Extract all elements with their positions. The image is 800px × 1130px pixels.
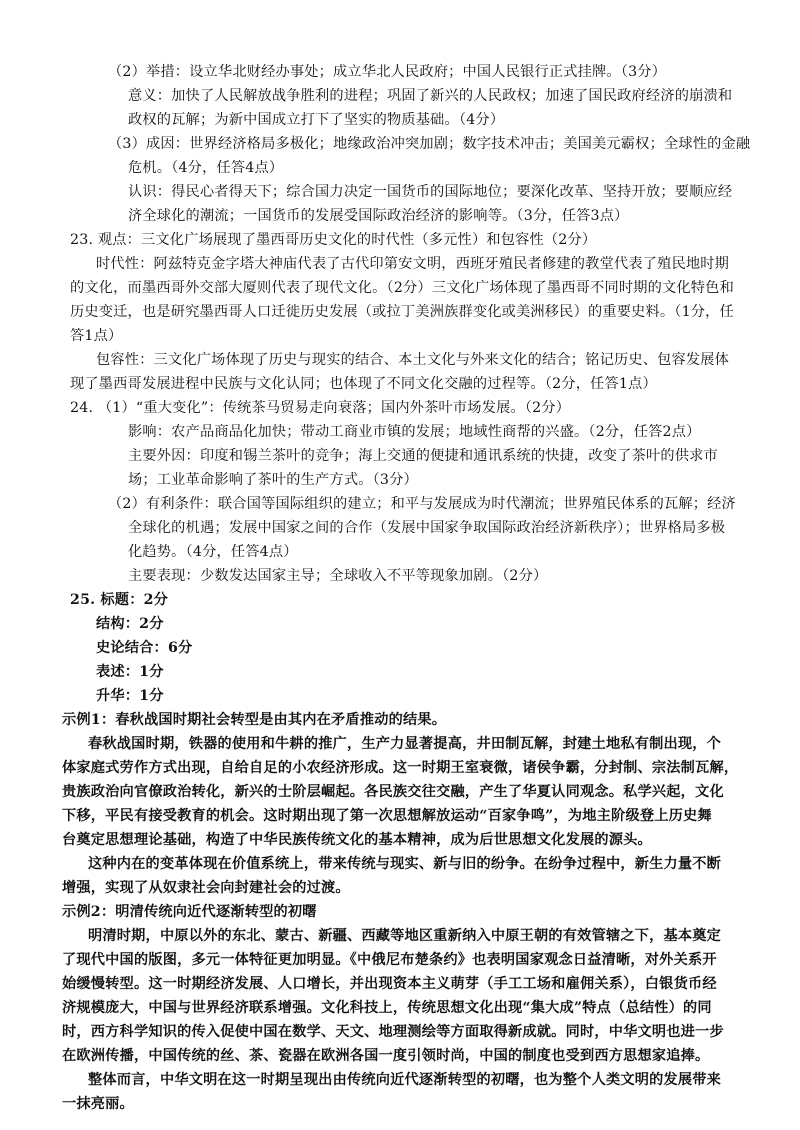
text-line: 包容性：三文化广场体现了历史与现实的结合、本土文化与外来文化的结合；铭记历史、包容发展体 bbox=[96, 352, 730, 368]
text-line: 现了墨西哥发展进程中民族与文化认同；也体现了不同文化交融的过程等。（2分，任答1点） bbox=[70, 376, 657, 392]
text-line: 春秋战国时期，铁器的使用和牛耕的推广，生产力显著提高，井田制瓦解，封建土地私有制出现，个 bbox=[88, 736, 722, 752]
text-line: 场；工业革命影响了茶叶的生产方式。（3分） bbox=[128, 472, 418, 488]
text-line: 主要表现：少数发达国家主导；全球收入不平等现象加剧。（2分） bbox=[128, 568, 548, 584]
question-heading: 24. （1）“重大变化”：传统茶马贸易走向衰落；国内外茶叶市场发展。（2分） bbox=[70, 400, 571, 416]
text-line: （2）举措：设立华北财经办事处；成立华北人民政府；中国人民银行正式挂牌。（3分） bbox=[108, 64, 667, 80]
scoring-item: 结构：2分 bbox=[96, 616, 164, 632]
text-line: 影响：农产品商品化加快；带动工商业市镇的发展；地域性商帮的兴盛。（2分，任答2点） bbox=[128, 424, 701, 440]
example-heading: 示例1：春秋战国时期社会转型是由其内在矛盾推动的结果。 bbox=[62, 712, 447, 728]
text-line: 时代性：阿兹特克金字塔大神庙代表了古代印第安文明，西班牙殖民者修建的教堂代表了殖民地时期 bbox=[96, 256, 730, 272]
text-line: 台奠定思想理论基础，构造了中华民族传统文化的基本精神，成为后世思想文化发展的源头。 bbox=[62, 832, 652, 848]
question-heading: 25. 标题：2分 bbox=[70, 592, 169, 608]
text-line: 济全球化的潮流；一国货币的发展受国际政治经济的影响等。（3分，任答3点） bbox=[128, 208, 629, 224]
text-line: 济规模庞大，中国与世界经济联系增强。文化科技上，传统思想文化出现“集大成”特点（总结性）的同 bbox=[62, 1000, 712, 1016]
text-line: 贵族政治向官僚政治转化，新兴的士阶层崛起。各民族交往交融，产生了华夏认同观念。私学兴起，文化 bbox=[62, 784, 724, 800]
text-line: 全球化的机遇；发展中国家之间的合作（发展中国家争取国际政治经济新秩序）；世界格局多极 bbox=[128, 520, 726, 536]
text-line: 的文化，而墨西哥外交部大厦则代表了现代文化。（2分）三文化广场体现了墨西哥不同时期的文化特色和 bbox=[70, 280, 734, 296]
text-line: 了现代中国的版图，多元一体特征更加明显。《中俄尼布楚条约》也表明国家观念日益清晰，对外关系开 bbox=[62, 952, 717, 968]
text-line: 主要外因：印度和锡兰茶叶的竞争；海上交通的便捷和通讯系统的快捷，改变了茶叶的供求市 bbox=[128, 448, 718, 464]
text-line: 这种内在的变革体现在价值系统上，带来传统与现实、新与旧的纷争。在纷争过程中，新生力量不断 bbox=[88, 856, 722, 872]
text-line: 危机。（4分，任答4点） bbox=[128, 160, 284, 176]
text-line: 答1点） bbox=[70, 328, 123, 344]
question-heading: 23. 观点：三文化广场展现了墨西哥历史文化的时代性（多元性）和包容性（2分） bbox=[70, 232, 597, 248]
text-line: 下移，平民有接受教育的机会。这时期出现了第一次思想解放运动“百家争鸣”，为地主阶级登上历史舞 bbox=[62, 808, 712, 824]
text-line: 时，西方科学知识的传入促使中国在数学、天文、地理测绘等方面取得新成就。同时，中华文明也进一步 bbox=[62, 1024, 724, 1040]
text-line: 一抹亮丽。 bbox=[62, 1096, 134, 1112]
text-line: 增强，实现了从奴隶社会向封建社会的过渡。 bbox=[62, 880, 350, 896]
text-line: 政权的瓦解；为新中国成立打下了坚实的物质基础。（4分） bbox=[128, 112, 505, 128]
text-line: （2）有利条件：联合国等国际组织的建立；和平与发展成为时代潮流；世界殖民体系的瓦解；经济 bbox=[108, 496, 736, 512]
text-line: 明清时期，中原以外的东北、蒙古、新疆、西藏等地区重新纳入中原王朝的有效管辖之下，基本奠定 bbox=[88, 928, 722, 944]
example-heading: 示例2：明清传统向近代逐渐转型的初曙 bbox=[62, 904, 317, 920]
scoring-item: 史论结合：6分 bbox=[96, 640, 193, 656]
text-line: 意义：加快了人民解放战争胜利的进程；巩固了新兴的人民政权；加速了国民政府经济的崩溃和 bbox=[128, 88, 733, 104]
text-line: 在欧洲传播，中国传统的丝、茶、瓷器在欧洲各国一度引领时尚，中国的制度也受到西方思想家追捧。 bbox=[62, 1048, 710, 1064]
text-line: 历史变迁，也是研究墨西哥人口迁徙历史发展（或拉丁美洲族群变化或美洲移民）的重要史料。（1分，任 bbox=[70, 304, 734, 320]
text-line: 体家庭式劳作方式出现，自给自足的小农经济形成。这一时期王室衰微，诸侯争霸，分封制、宗法制瓦解， bbox=[62, 760, 739, 776]
scoring-item: 表述：1分 bbox=[96, 664, 164, 680]
text-line: 认识：得民心者得天下；综合国力决定一国货币的国际地位；要深化改革、坚持开放；要顺应经 bbox=[128, 184, 733, 200]
text-line: （3）成因：世界经济格局多极化；地缘政治冲突加剧；数字技术冲击；美国美元霸权；全球性的金融 bbox=[108, 136, 751, 152]
scoring-item: 升华：1分 bbox=[96, 688, 164, 704]
text-line: 整体而言，中华文明在这一时期呈现出由传统向近代逐渐转型的初曙，也为整个人类文明的发展带来 bbox=[88, 1072, 722, 1088]
text-line: 始缓慢转型。这一时期经济发展、人口增长，并出现资本主义萌芽（手工工场和雇佣关系），白银货币经 bbox=[62, 976, 717, 992]
text-line: 化趋势。（4分，任答4点） bbox=[128, 544, 298, 560]
